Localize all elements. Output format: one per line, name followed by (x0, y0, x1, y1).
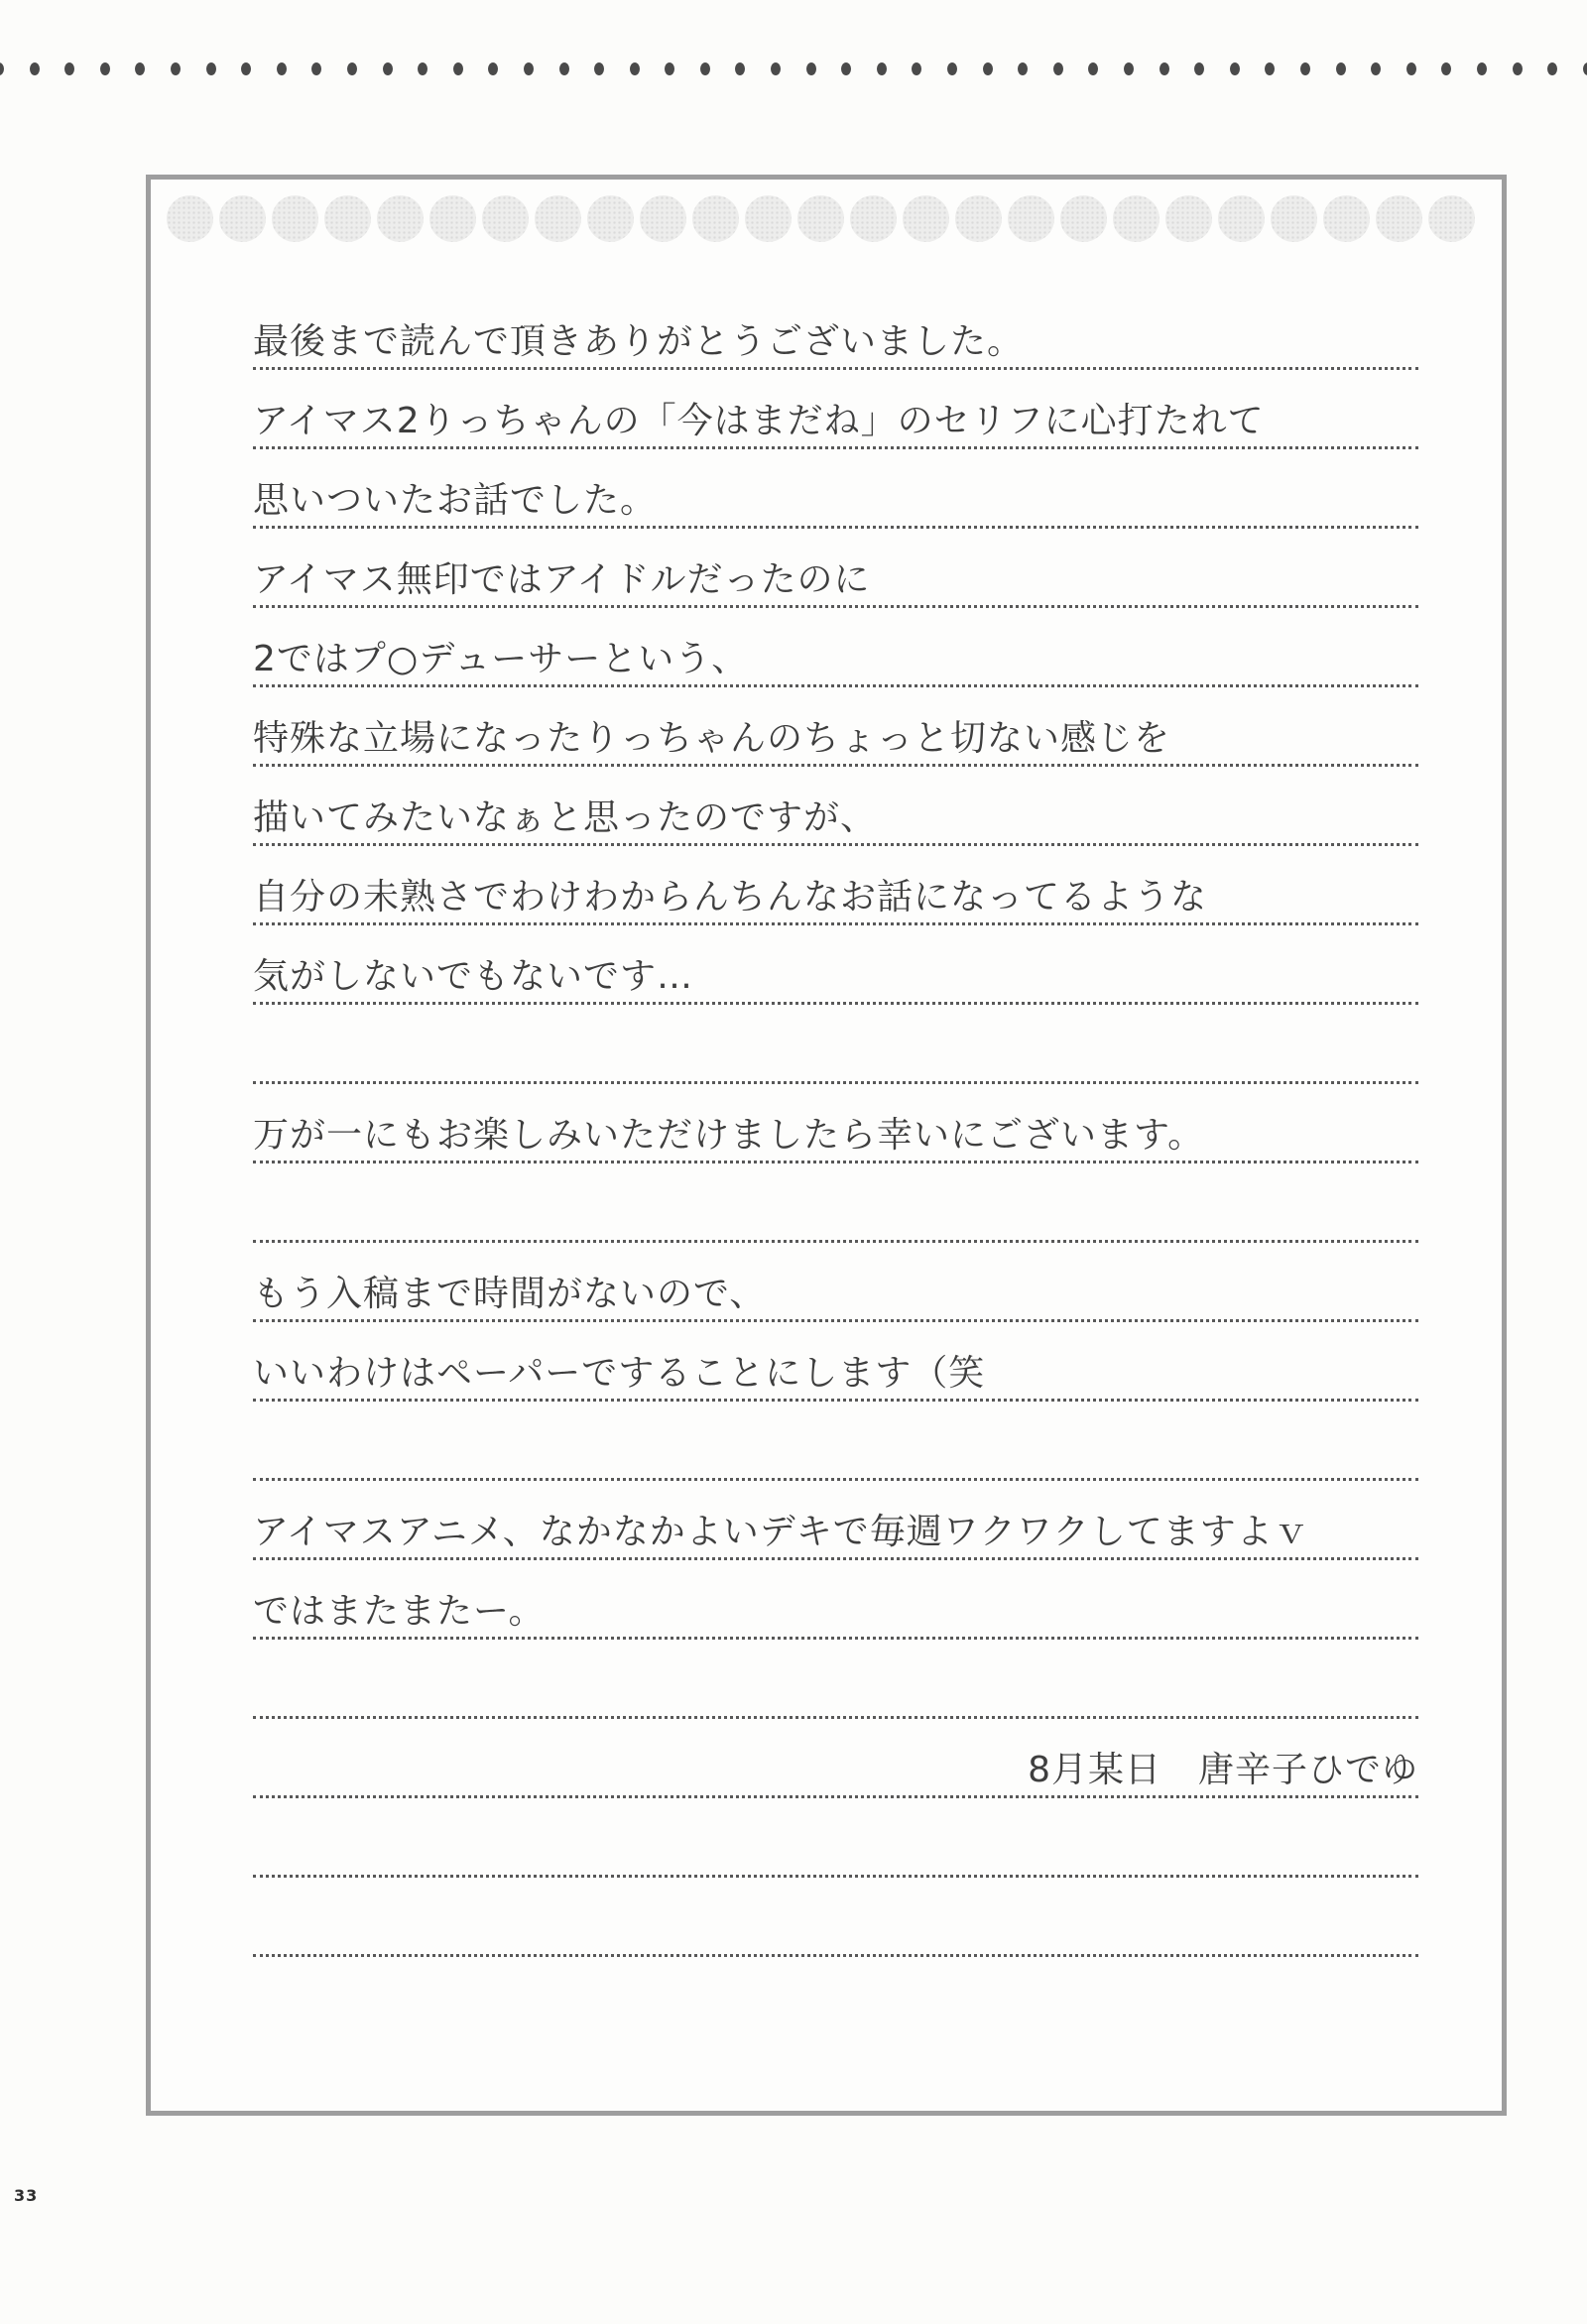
dot-icon (1124, 62, 1134, 75)
dot-icon (488, 62, 498, 75)
page-number: 33 (14, 2186, 39, 2205)
letter-line (253, 1006, 1418, 1084)
dot-icon (1406, 62, 1416, 75)
dot-icon (30, 62, 40, 75)
letter-line-text: 描いてみたいなぁと思ったのですが、 (253, 797, 878, 839)
dot-icon (1513, 62, 1523, 75)
dot-icon (206, 62, 216, 75)
letter-line-text: いいわけはペーパーですることにします（笑 (253, 1353, 986, 1395)
dot-icon (453, 62, 463, 75)
letter-line (253, 609, 1418, 687)
dot-icon (1194, 62, 1204, 75)
dot-icon (735, 62, 745, 75)
dot-icon (524, 62, 534, 75)
letter-line-text: 自分の未熟さでわけわからんちんなお話になってるような (253, 877, 1208, 918)
dot-icon (1371, 62, 1381, 75)
dot-icon (1160, 62, 1169, 75)
dot-icon (912, 62, 921, 75)
letter-line (253, 688, 1418, 767)
dot-icon (418, 62, 427, 75)
letter-line (253, 292, 1418, 370)
dot-icon (1053, 62, 1063, 75)
letter-line (253, 1720, 1418, 1798)
letter-line-text: 万が一にもお楽しみいただけましたら幸いにございます。 (253, 1115, 1205, 1157)
dot-icon (277, 62, 287, 75)
letter-line (253, 1482, 1418, 1560)
letter-line (253, 768, 1418, 846)
dot-icon (983, 62, 993, 75)
dot-icon (1300, 62, 1310, 75)
dot-icon (171, 62, 181, 75)
letter-line-text: アイマスアニメ、なかなかよいデキで毎週ワクワクしてますよｖ (253, 1512, 1310, 1553)
letter-line-text: 思いついたお話でした。 (253, 480, 658, 522)
letter-lines (151, 180, 1502, 2111)
dot-icon (1265, 62, 1275, 75)
dot-icon (100, 62, 110, 75)
dot-icon (1230, 62, 1240, 75)
dot-icon (0, 62, 4, 75)
letter-line (253, 1164, 1418, 1243)
dot-icon (806, 62, 816, 75)
dot-icon (1547, 62, 1557, 75)
dot-icon (771, 62, 781, 75)
dot-icon (1477, 62, 1487, 75)
letter-line-text: 8月某日 唐辛子ひでゆ (1028, 1750, 1418, 1791)
letter-line-text: アイマス無印ではアイドルだったのに (253, 559, 871, 601)
letter-line (253, 1799, 1418, 1878)
dot-icon (700, 62, 710, 75)
letter-line (253, 1323, 1418, 1402)
dot-icon (64, 62, 74, 75)
dot-icon (594, 62, 604, 75)
dot-icon (1583, 62, 1587, 75)
dot-icon (1088, 62, 1098, 75)
letter-line-text: 2ではプ○デューサーという、 (253, 639, 749, 680)
dot-icon (347, 62, 357, 75)
top-dotted-border (0, 62, 1587, 75)
letter-line-text: 最後まで読んで頂きありがとうございました。 (253, 321, 1025, 363)
dot-icon (947, 62, 957, 75)
letter-line (253, 371, 1418, 449)
letter-line (253, 1561, 1418, 1640)
dot-icon (1441, 62, 1451, 75)
letter-line-text: 気がしないでもないです… (253, 956, 694, 998)
letter-line (253, 530, 1418, 608)
letter-line (253, 1244, 1418, 1322)
letter-line-text: 特殊な立場になったりっちゃんのちょっと切ない感じを (253, 718, 1171, 760)
dot-icon (877, 62, 887, 75)
letter-line (253, 450, 1418, 529)
dot-icon (241, 62, 251, 75)
dot-icon (841, 62, 851, 75)
afterword-box (146, 175, 1507, 2116)
dot-icon (383, 62, 393, 75)
letter-line-text: アイマス2りっちゃんの「今はまだね」のセリフに心打たれて (253, 401, 1265, 442)
letter-line (253, 1641, 1418, 1719)
letter-line (253, 1879, 1418, 1957)
dot-icon (559, 62, 569, 75)
letter-line (253, 1085, 1418, 1163)
dot-icon (630, 62, 640, 75)
letter-line (253, 1403, 1418, 1481)
letter-line-text: ではまたまたー。 (253, 1591, 546, 1633)
letter-line-text: もう入稿まで時間がないので、 (253, 1274, 767, 1315)
dot-icon (1336, 62, 1346, 75)
dot-icon (665, 62, 674, 75)
dot-icon (311, 62, 321, 75)
dot-icon (135, 62, 145, 75)
dot-icon (1018, 62, 1028, 75)
letter-line (253, 926, 1418, 1005)
letter-line (253, 847, 1418, 925)
